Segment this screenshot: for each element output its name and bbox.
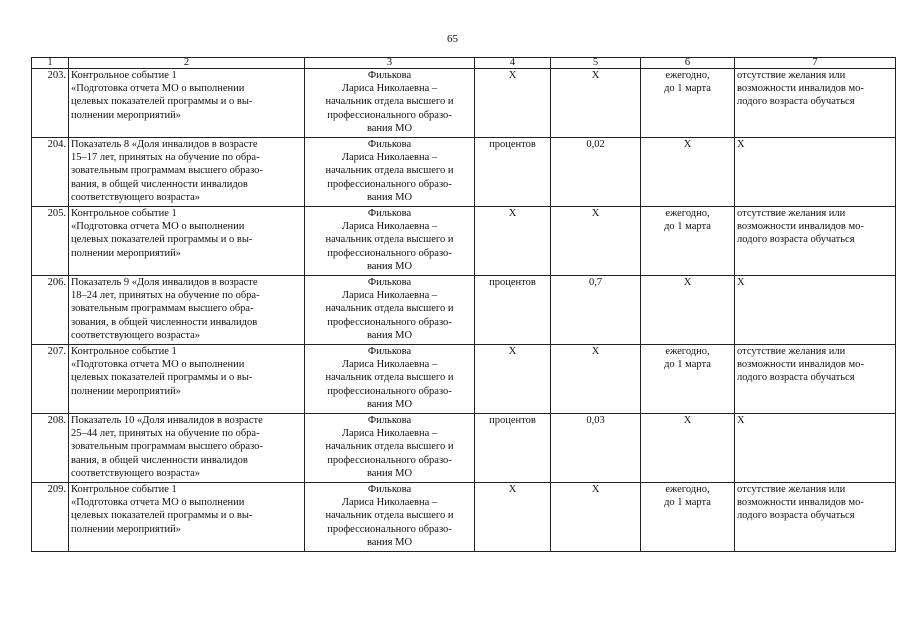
row-description: Контрольное событие 1 «Подготовка отчета МО о выполнении целевых показателей программы и о вы- полнении мероприятий» — [71, 346, 253, 397]
row-number: 207. — [32, 345, 69, 414]
row-deadline: Х — [683, 277, 692, 288]
row-responsible: Филькова Лариса Николаевна – начальник отдела высшего и профессионального образо- вания МО — [325, 346, 454, 410]
row-number: 209. — [32, 483, 69, 552]
row-description: Показатель 10 «Доля инвалидов в возрасте 25–44 лет, принятых на обучение по обра- зовательным программам высшего образо- вания, в общей численности инвалидов соответствующего возраста» — [71, 415, 263, 479]
row-note: отсутствие желания или возможности инвалидов мо- лодого возраста обучаться — [737, 208, 864, 246]
row-description: Контрольное событие 1 «Подготовка отчета МО о выполнении целевых показателей программы и о вы- полнении мероприятий» — [71, 208, 253, 259]
row-responsible: Филькова Лариса Николаевна – начальник отдела высшего и профессионального образо- вания МО — [325, 70, 454, 134]
column-header: 6 — [641, 58, 735, 69]
column-header: 2 — [69, 58, 305, 69]
column-header: 5 — [551, 58, 641, 69]
row-number: 208. — [32, 414, 69, 483]
row-deadline: Х — [683, 415, 692, 426]
row-number: 206. — [32, 276, 69, 345]
row-value: 0,7 — [551, 276, 641, 345]
column-header: 3 — [305, 58, 475, 69]
row-responsible: Филькова Лариса Николаевна – начальник отдела высшего и профессионального образо- вания МО — [325, 277, 454, 341]
row-number: 205. — [32, 207, 69, 276]
row-unit: процентов — [475, 138, 551, 207]
row-note: Х — [737, 415, 745, 426]
row-value: Х — [551, 345, 641, 414]
row-deadline: ежегодно, до 1 марта — [664, 484, 711, 509]
row-unit: процентов — [475, 276, 551, 345]
table-row — [32, 483, 896, 552]
row-responsible: Филькова Лариса Николаевна – начальник отдела высшего и профессионального образо- вания МО — [325, 139, 454, 203]
row-deadline: ежегодно, до 1 марта — [664, 70, 711, 95]
row-number: 203. — [32, 69, 69, 138]
row-value: Х — [551, 207, 641, 276]
row-description: Показатель 8 «Доля инвалидов в возрасте 15–17 лет, принятых на обучение по обра- зовательным программам высшего образо- вания, в общей численности инвалидов соответствующего возраста» — [71, 139, 263, 203]
row-description: Показатель 9 «Доля инвалидов в возрасте 18–24 лет, принятых на обучение по обра- зовательным программам высшего обра- зования, в общей численности инвалидов соответствующего возраста» — [71, 277, 260, 341]
table-row — [32, 69, 896, 138]
row-unit: процентов — [475, 414, 551, 483]
row-note: Х — [737, 139, 745, 150]
column-header: 1 — [32, 58, 69, 69]
row-unit: Х — [475, 207, 551, 276]
row-note: отсутствие желания или возможности инвалидов мо- лодого возраста обучаться — [737, 70, 864, 108]
row-deadline: ежегодно, до 1 марта — [664, 208, 711, 233]
report-table — [31, 57, 896, 552]
page-number: 65 — [447, 33, 458, 45]
column-number-row — [32, 58, 896, 69]
row-value: 0,02 — [551, 138, 641, 207]
row-description: Контрольное событие 1 «Подготовка отчета МО о выполнении целевых показателей программы и о вы- полнении мероприятий» — [71, 484, 253, 535]
row-unit: Х — [475, 69, 551, 138]
row-note: отсутствие желания или возможности инвалидов мо- лодого возраста обучаться — [737, 346, 864, 384]
row-note: отсутствие желания или возможности инвалидов мо- лодого возраста обучаться — [737, 484, 864, 522]
column-header: 7 — [735, 58, 896, 69]
row-description: Контрольное событие 1 «Подготовка отчета МО о выполнении целевых показателей программы и о вы- полнении мероприятий» — [71, 70, 253, 121]
row-value: Х — [551, 69, 641, 138]
table-row — [32, 138, 896, 207]
row-deadline: Х — [683, 139, 692, 150]
table-row — [32, 276, 896, 345]
table-row — [32, 207, 896, 276]
row-responsible: Филькова Лариса Николаевна – начальник отдела высшего и профессионального образо- вания МО — [325, 208, 454, 272]
row-value: Х — [551, 483, 641, 552]
row-note: Х — [737, 277, 745, 288]
row-unit: Х — [475, 483, 551, 552]
table-row — [32, 414, 896, 483]
row-unit: Х — [475, 345, 551, 414]
row-responsible: Филькова Лариса Николаевна – начальник отдела высшего и профессионального образо- вания МО — [325, 484, 454, 548]
row-responsible: Филькова Лариса Николаевна – начальник отдела высшего и профессионального образо- вания МО — [325, 415, 454, 479]
table-row — [32, 345, 896, 414]
row-deadline: ежегодно, до 1 марта — [664, 346, 711, 371]
row-number: 204. — [32, 138, 69, 207]
row-value: 0,03 — [551, 414, 641, 483]
column-header: 4 — [475, 58, 551, 69]
